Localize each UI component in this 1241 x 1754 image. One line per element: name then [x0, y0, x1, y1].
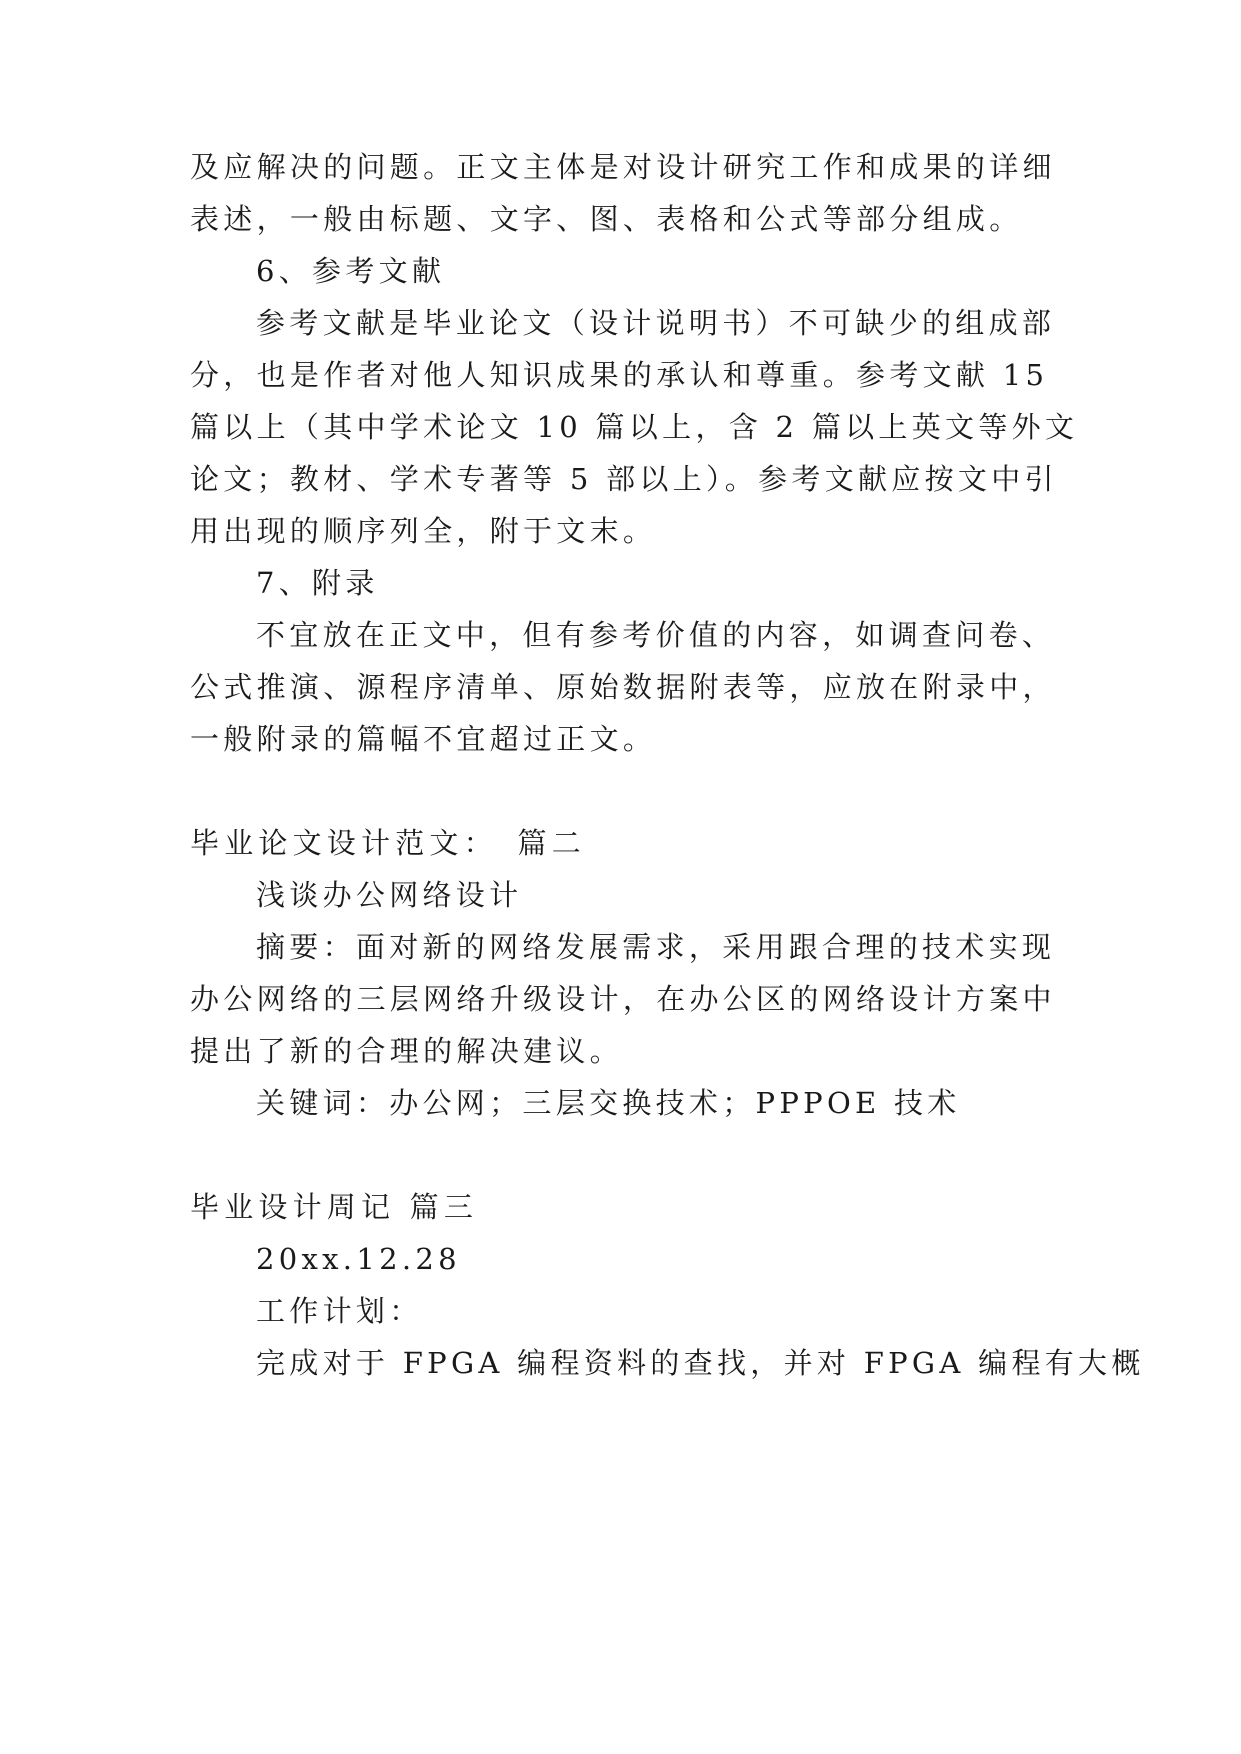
part-two-heading: 毕业论文设计范文： 篇二 [190, 826, 586, 860]
paragraph-line: 完成对于 FPGA 编程资料的查找，并对 FPGA 编程有大概 [256, 1346, 1145, 1380]
paragraph-line: 参考文献是毕业论文（设计说明书）不可缺少的组成部 [256, 306, 1056, 340]
paragraph-line: 分，也是作者对他人知识成果的承认和尊重。参考文献 15 [190, 358, 1049, 392]
paragraph-line: 篇以上（其中学术论文 10 篇以上，含 2 篇以上英文等外文 [190, 410, 1079, 444]
paragraph-line: 表述，一般由标题、文字、图、表格和公式等部分组成。 [190, 202, 1023, 236]
paragraph-line: 公式推演、源程序清单、原始数据附表等，应放在附录中， [190, 670, 1056, 704]
abstract-line: 摘要：面对新的网络发展需求，采用跟合理的技术实现 [256, 930, 1056, 964]
keywords-line: 关键词：办公网；三层交换技术；PPPOE 技术 [256, 1086, 961, 1120]
paragraph-line: 论文；教材、学术专著等 5 部以上）。参考文献应按文中引 [190, 462, 1058, 496]
paragraph-line: 不宜放在正文中，但有参考价值的内容，如调查问卷、 [256, 618, 1056, 652]
work-plan-label: 工作计划： [256, 1294, 423, 1328]
abstract-line: 办公网络的三层网络升级设计，在办公区的网络设计方案中 [190, 982, 1056, 1016]
part-three-heading: 毕业设计周记 篇三 [190, 1190, 479, 1224]
article-title: 浅谈办公网络设计 [256, 878, 523, 912]
paragraph-line: 用出现的顺序列全，附于文末。 [190, 514, 657, 548]
section-heading-references: 6、参考文献 [256, 254, 446, 288]
abstract-line: 提出了新的合理的解决建议。 [190, 1034, 623, 1068]
section-heading-appendix: 7、附录 [256, 566, 379, 600]
paragraph-line: 及应解决的问题。正文主体是对设计研究工作和成果的详细 [190, 150, 1056, 184]
paragraph-line: 一般附录的篇幅不宜超过正文。 [190, 722, 657, 756]
journal-date: 20xx.12.28 [256, 1242, 461, 1276]
